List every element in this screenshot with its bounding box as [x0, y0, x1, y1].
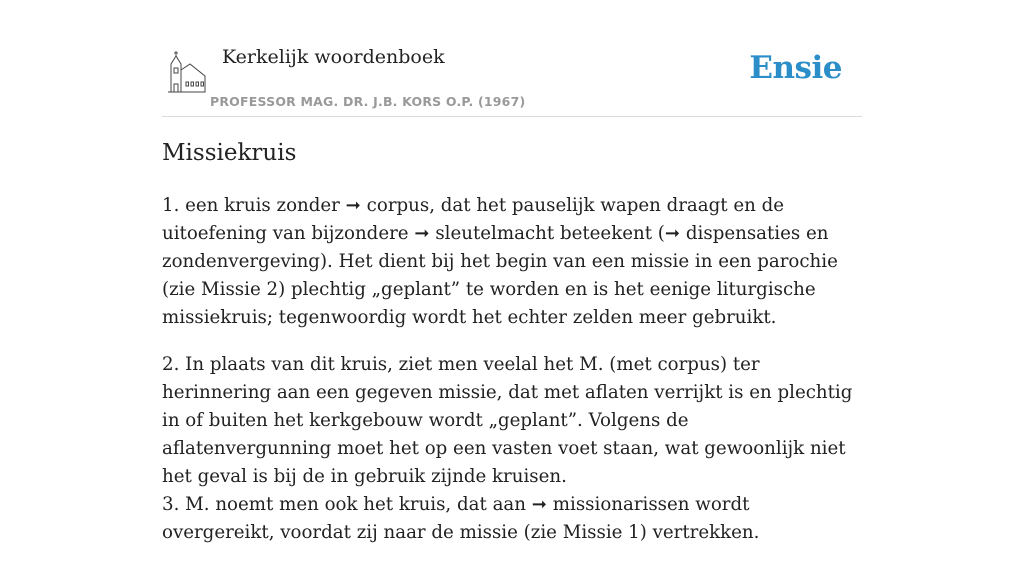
- book-title[interactable]: Kerkelijk woordenboek: [222, 46, 445, 68]
- reference-link-corpus[interactable]: ➞ corpus: [345, 195, 430, 216]
- paragraph-text: , dat het pauselijk wapen draagt en de uitoefening van bijzondere: [162, 195, 785, 244]
- paragraph-text: 3. M. noemt men ook het kruis, dat aan: [162, 494, 532, 515]
- paragraph-2: [162, 351, 862, 547]
- entry-content: [162, 192, 862, 566]
- entry-title: Missiekruis: [162, 140, 297, 166]
- paragraph-text: wordt overgereikt, voordat zij naar de missie (zie Missie 1) vertrekken.: [162, 494, 760, 543]
- reference-link-missionarissen[interactable]: ➞ missionarissen: [531, 494, 690, 515]
- brand-logo[interactable]: Ensie: [749, 50, 842, 86]
- book-author: PROFESSOR MAG. DR. J.B. KORS O.P. (1967): [210, 94, 526, 109]
- paragraph-text: beteekent (: [554, 223, 665, 244]
- paragraph-text: 2. In plaats van dit kruis, ziet men veelal het M. (met corpus) ter herinnering aan een gegeven missie, dat met aflaten verrijkt is en plechtig in of buiten het kerkgebouw wordt „geplant”. Volgens de aflatenvergunning moet het op een vasten voet staan, wat gewoonlijk niet het geval is bij de in gebruik zijnde kruisen.: [162, 354, 853, 487]
- header: [162, 0, 862, 117]
- reference-link-dispensaties[interactable]: ➞ dispensaties en zondenvergeving: [162, 223, 829, 272]
- paragraph-text: 1. een kruis zonder: [162, 195, 346, 216]
- paragraph-1: [162, 192, 862, 332]
- paragraph-text: ). Het dient bij het begin van een missie in een parochie (zie Missie 2) plechtig „geplant” te worden en is het eenige liturgische missiekruis; tegenwoordig wordt het echter zelden meer gebruikt.: [162, 251, 838, 328]
- church-icon: [166, 50, 206, 94]
- page-wrapper: [162, 0, 862, 543]
- reference-link-sleutelmacht[interactable]: ➞ sleutelmacht: [414, 223, 555, 244]
